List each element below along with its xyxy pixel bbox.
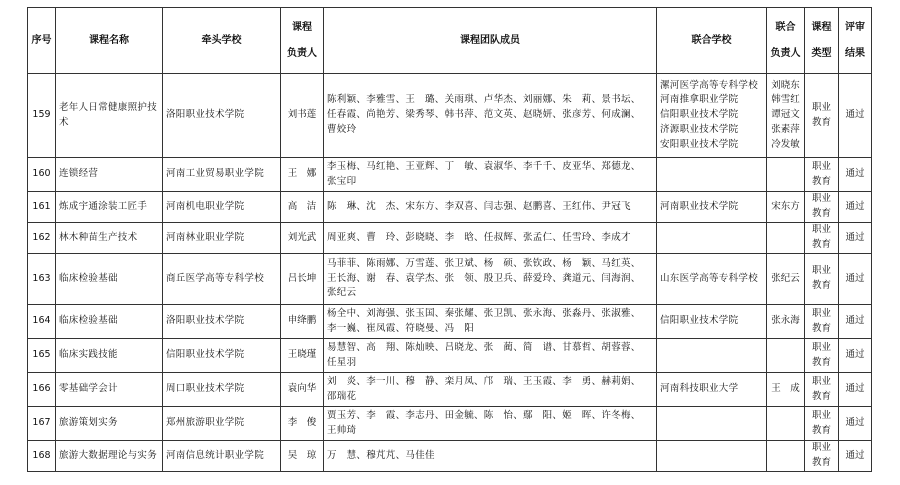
cell-team-members <box>324 74 657 158</box>
partner-leader-line: 韩雪红 <box>771 94 800 106</box>
course-name-line: 临床实践技能 <box>59 349 118 361</box>
cell-team-members <box>324 254 657 305</box>
table-body <box>28 74 872 472</box>
team-members-line: 周亚爽、曹 玲、彭晓晓、李 晗、任叔辉、张孟仁、任雪玲、李成才 <box>327 231 631 243</box>
cell-leader: 吕长坤 <box>281 254 324 305</box>
team-members-line: 贾玉芳、李 霞、李志丹、田金毓、陈 怡、鄢 阳、姬 晖、许冬梅、 <box>327 409 641 421</box>
cell-course-name <box>56 254 163 305</box>
cell-team-members <box>324 223 657 254</box>
cell-partner-school <box>657 254 767 305</box>
course-name-line: 零基础学会计 <box>59 383 118 395</box>
cell-course-name <box>56 192 163 223</box>
course-name-line: 连锁经营 <box>59 168 99 180</box>
header-partner-school: 联合学校 <box>657 8 767 74</box>
cell-no: 165 <box>28 339 56 373</box>
cell-partner-school <box>657 373 767 407</box>
cell-course-name <box>56 305 163 339</box>
cell-partner-school <box>657 223 767 254</box>
header-lead-school: 牵头学校 <box>163 8 281 74</box>
table-row <box>28 74 872 158</box>
cell-review-result: 通过 <box>839 74 872 158</box>
partner-leader-line: 冷发敏 <box>771 138 800 150</box>
cell-review-result: 通过 <box>839 373 872 407</box>
header-review-result-line: 结果 <box>845 47 865 59</box>
cell-partner-leader <box>767 373 805 407</box>
cell-leader: 申绛鹏 <box>281 305 324 339</box>
cell-lead-school: 河南机电职业学院 <box>163 192 281 223</box>
header-partner-leader <box>767 8 805 74</box>
cell-team-members <box>324 192 657 223</box>
table-row <box>28 339 872 373</box>
course-name-line: 老年人日常健康照护技 <box>59 101 158 113</box>
cell-course-name <box>56 373 163 407</box>
team-members-line: 任春霞、尚艳芳、梁秀琴、韩书萍、范文英、赵晓妍、张彦芳、何成澜、 <box>327 109 641 121</box>
partner-leader-line: 宋东方 <box>771 200 800 212</box>
cell-partner-leader <box>767 192 805 223</box>
cell-partner-school <box>657 158 767 192</box>
cell-course-name <box>56 74 163 158</box>
cell-team-members <box>324 373 657 407</box>
table-row <box>28 441 872 472</box>
partner-school-line: 山东医学高等专科学校 <box>660 272 759 284</box>
header-partner-leader-line: 联合 <box>775 21 796 33</box>
cell-team-members <box>324 158 657 192</box>
team-members-line: 陈 琳、沈 杰、宋东方、李双喜、闫志强、赵鹏喜、王红伟、尹冠飞 <box>327 200 631 212</box>
cell-leader: 王 娜 <box>281 158 324 192</box>
cell-review-result: 通过 <box>839 305 872 339</box>
cell-partner-school <box>657 192 767 223</box>
cell-team-members <box>324 339 657 373</box>
partner-leader-line: 王 成 <box>771 383 800 395</box>
header-no: 序号 <box>28 8 56 74</box>
team-members-line: 陈利颖、李雅雪、王 璐、关雨琪、卢华杰、刘丽娜、朱 莉、景书坛、 <box>327 94 641 106</box>
cell-lead-school: 郑州旅游职业学院 <box>163 407 281 441</box>
cell-lead-school: 河南信息统计职业学院 <box>163 441 281 472</box>
cell-lead-school: 洛阳职业技术学院 <box>163 74 281 158</box>
team-members-line: 张宝印 <box>327 175 357 187</box>
header-partner-leader-line: 负责人 <box>770 47 801 59</box>
cell-course-name <box>56 441 163 472</box>
cell-lead-school: 信阳职业技术学院 <box>163 339 281 373</box>
cell-no: 168 <box>28 441 56 472</box>
partner-school-line: 河南科技职业大学 <box>660 383 739 395</box>
cell-course-name <box>56 158 163 192</box>
cell-no: 164 <box>28 305 56 339</box>
header-course-type-line: 类型 <box>811 47 832 59</box>
cell-course-type: 职业教育 <box>805 407 839 441</box>
cell-leader: 吴 琼 <box>281 441 324 472</box>
header-review-result-line: 评审 <box>845 21 865 33</box>
header-team-members: 课程团队成员 <box>324 8 657 74</box>
cell-no: 161 <box>28 192 56 223</box>
cell-partner-school <box>657 74 767 158</box>
partner-school-line: 河南职业技术学院 <box>660 200 739 212</box>
team-members-line: 杨全中、刘海强、张玉国、秦张耀、张卫凯、张永海、张淼丹、张淑雅、 <box>327 307 641 319</box>
table-row <box>28 407 872 441</box>
cell-partner-leader <box>767 254 805 305</box>
cell-review-result: 通过 <box>839 192 872 223</box>
cell-course-name <box>56 339 163 373</box>
team-members-line: 马菲菲、陈雨娜、万雪莲、张卫斌、杨 硕、张钦政、杨 颖、马红英、 <box>327 257 641 269</box>
cell-no: 160 <box>28 158 56 192</box>
cell-lead-school: 河南工业贸易职业学院 <box>163 158 281 192</box>
cell-partner-leader <box>767 158 805 192</box>
cell-leader: 袁向华 <box>281 373 324 407</box>
cell-team-members <box>324 305 657 339</box>
cell-course-type: 职业教育 <box>805 74 839 158</box>
cell-review-result: 通过 <box>839 407 872 441</box>
cell-partner-school <box>657 305 767 339</box>
cell-no: 159 <box>28 74 56 158</box>
team-members-line: 李玉梅、马红艳、王亚辉、丁 敏、袁淑华、李千千、皮亚华、郑德龙、 <box>327 160 641 172</box>
cell-team-members <box>324 441 657 472</box>
header-leader-line: 负责人 <box>287 47 317 59</box>
course-name-line: 林木种苗生产技术 <box>59 231 138 243</box>
cell-course-type: 职业教育 <box>805 254 839 305</box>
cell-no: 166 <box>28 373 56 407</box>
cell-leader: 高 洁 <box>281 192 324 223</box>
team-members-line: 李一巍、崔凤霞、符晓曼、冯 阳 <box>327 322 475 334</box>
cell-no: 162 <box>28 223 56 254</box>
header-course-type-line: 课程 <box>811 21 832 33</box>
team-members-line: 刘 炎、李一川、穆 静、栾月凤、邝 瑞、王玉霞、李 勇、赫莉娟、 <box>327 375 641 387</box>
team-members-line: 邵瑞花 <box>327 390 357 402</box>
team-members-line: 曹姣玲 <box>327 123 357 135</box>
course-name-line: 炼成宇通涂装工匠手 <box>59 200 148 212</box>
course-name-line: 临床检验基础 <box>59 315 118 327</box>
cell-lead-school: 商丘医学高等专科学校 <box>163 254 281 305</box>
partner-leader-line: 谭冠文 <box>771 109 800 121</box>
cell-lead-school: 周口职业技术学院 <box>163 373 281 407</box>
table-row <box>28 305 872 339</box>
cell-course-type: 职业教育 <box>805 305 839 339</box>
cell-course-type: 职业教育 <box>805 339 839 373</box>
cell-partner-leader <box>767 74 805 158</box>
header-course-name: 课程名称 <box>56 8 163 74</box>
team-members-line: 任星羽 <box>327 356 357 368</box>
cell-course-name <box>56 223 163 254</box>
partner-school-line: 安阳职业技术学院 <box>660 138 739 150</box>
cell-partner-leader <box>767 441 805 472</box>
partner-school-line: 信阳职业技术学院 <box>660 109 739 121</box>
cell-review-result: 通过 <box>839 254 872 305</box>
cell-course-type: 职业教育 <box>805 158 839 192</box>
table-row <box>28 223 872 254</box>
table-row <box>28 192 872 223</box>
partner-leader-line: 刘晓东 <box>771 79 800 91</box>
cell-leader: 刘书莲 <box>281 74 324 158</box>
cell-review-result: 通过 <box>839 223 872 254</box>
cell-partner-leader <box>767 339 805 373</box>
header-leader-line: 课程 <box>292 21 312 33</box>
cell-partner-leader <box>767 305 805 339</box>
partner-leader-line: 张素萍 <box>771 123 800 135</box>
header-course-type <box>805 8 839 74</box>
course-table-container <box>27 7 872 472</box>
cell-no: 163 <box>28 254 56 305</box>
cell-course-name <box>56 407 163 441</box>
cell-leader: 刘光武 <box>281 223 324 254</box>
cell-review-result: 通过 <box>839 339 872 373</box>
team-members-line: 王帅琦 <box>327 424 357 436</box>
partner-leader-line: 张纪云 <box>771 272 800 284</box>
cell-course-type: 职业教育 <box>805 192 839 223</box>
cell-review-result: 通过 <box>839 441 872 472</box>
cell-leader: 王晓瑾 <box>281 339 324 373</box>
partner-leader-line: 张永海 <box>771 315 800 327</box>
cell-leader: 李 俊 <box>281 407 324 441</box>
course-name-line: 临床检验基础 <box>59 272 118 284</box>
cell-partner-school <box>657 407 767 441</box>
cell-course-type: 职业教育 <box>805 373 839 407</box>
partner-school-line: 河南推拿职业学院 <box>660 94 739 106</box>
cell-course-type: 职业教育 <box>805 223 839 254</box>
cell-partner-school <box>657 339 767 373</box>
partner-school-line: 信阳职业技术学院 <box>660 315 739 327</box>
team-members-line: 万 慧、穆芃芃、马佳佳 <box>327 449 435 461</box>
team-members-line: 王长海、谢 春、袁学杰、张 领、殷卫兵、薛爱玲、龚道元、闫海润、 <box>327 272 641 284</box>
team-members-line: 张纪云 <box>327 287 357 299</box>
cell-partner-leader <box>767 407 805 441</box>
course-name-line: 旅游大数据理论与实务 <box>59 449 158 461</box>
table-row <box>28 158 872 192</box>
partner-school-line: 漯河医学高等专科学校 <box>660 79 759 91</box>
cell-partner-school <box>657 441 767 472</box>
cell-lead-school: 洛阳职业技术学院 <box>163 305 281 339</box>
course-name-line: 术 <box>59 116 69 128</box>
cell-lead-school: 河南林业职业学院 <box>163 223 281 254</box>
header-review-result <box>839 8 872 74</box>
table-row <box>28 373 872 407</box>
table-row <box>28 254 872 305</box>
header-leader <box>281 8 324 74</box>
partner-school-line: 济源职业技术学院 <box>660 123 739 135</box>
course-name-line: 旅游策划实务 <box>59 417 118 429</box>
cell-course-type: 职业教育 <box>805 441 839 472</box>
cell-team-members <box>324 407 657 441</box>
table-header-row <box>28 8 872 74</box>
cell-no: 167 <box>28 407 56 441</box>
cell-review-result: 通过 <box>839 158 872 192</box>
course-review-table <box>27 7 872 472</box>
cell-partner-leader <box>767 223 805 254</box>
team-members-line: 易慧智、高 翔、陈灿映、吕晓龙、张 蔺、简 谱、甘慕哲、胡蓉蓉、 <box>327 341 641 353</box>
